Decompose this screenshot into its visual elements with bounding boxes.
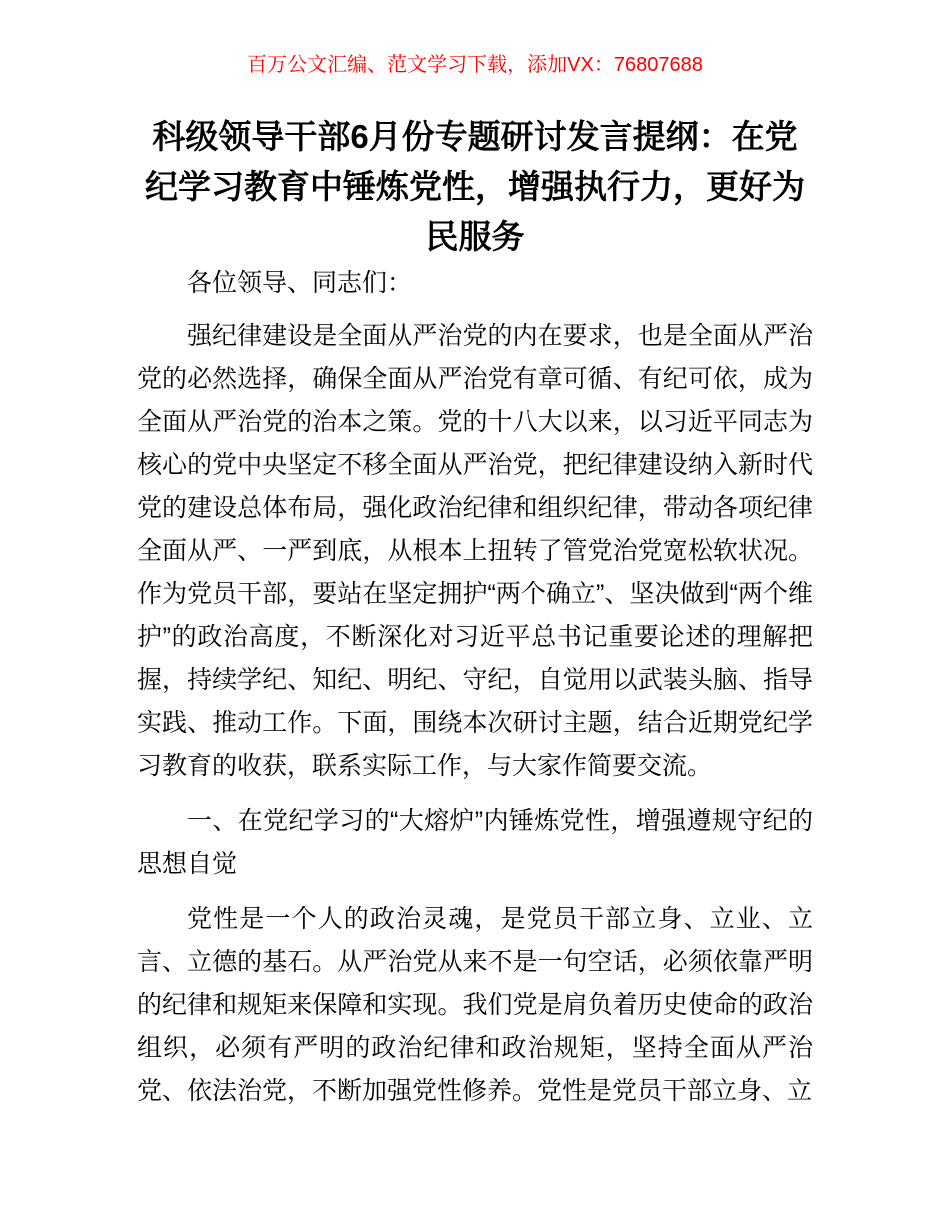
section-heading-1: 一、在党纪学习的“大熔炉”内锤炼党性，增强遵规守纪的思想自觉 — [137, 807, 813, 878]
paragraph-1: 强纪律建设是全面从严治党的内在要求，也是全面从严治党的必然选择，确保全面从严治党有章可循、有纪可依，成为全面从严治党的治本之策。党的十八大以来，以习近平同志为核心的党中央坚定不移全面从严治党，把纪律建设纳入新时代党的建设总体布局，强化政治纪律和组织纪律，带动各项纪律全面从严、一严到底，从根本上扭转了管党治党宽松软状况。作为党员干部，要站在坚定拥护“两个确立”、坚决做到“两个维护”的政治高度，不断深化对习近平总书记重要论述的理解把握，持续学纪、知纪、明纪、守纪，自觉用以武装头脑、指导实践、推动工作。下面，围绕本次研讨主题，结合近期党纪学习教育的收获，联系实际工作，与大家作简要交流。 — [137, 322, 813, 780]
document-title: 科级领导干部6月份专题研讨发言提纲：在党纪学习教育中锤炼党性，增强执行力，更好为民服务 — [145, 118, 805, 255]
salutation-line: 各位领导、同志们： — [187, 269, 413, 297]
paragraph-2: 党性是一个人的政治灵魂，是党员干部立身、立业、立言、立德的基石。从严治党从来不是一句空话，必须依靠严明的纪律和规矩来保障和实现。我们党是肩负着历史使命的政治组织，必须有严明的政治纪律和政治规矩，坚持全面从严治党、依法治党，不断加强党性修养。党性是党员干部立身、立 — [137, 905, 813, 1105]
promo-header-text: 百万公文汇编、范文学习下载，添加VX：76807688 — [247, 54, 703, 76]
